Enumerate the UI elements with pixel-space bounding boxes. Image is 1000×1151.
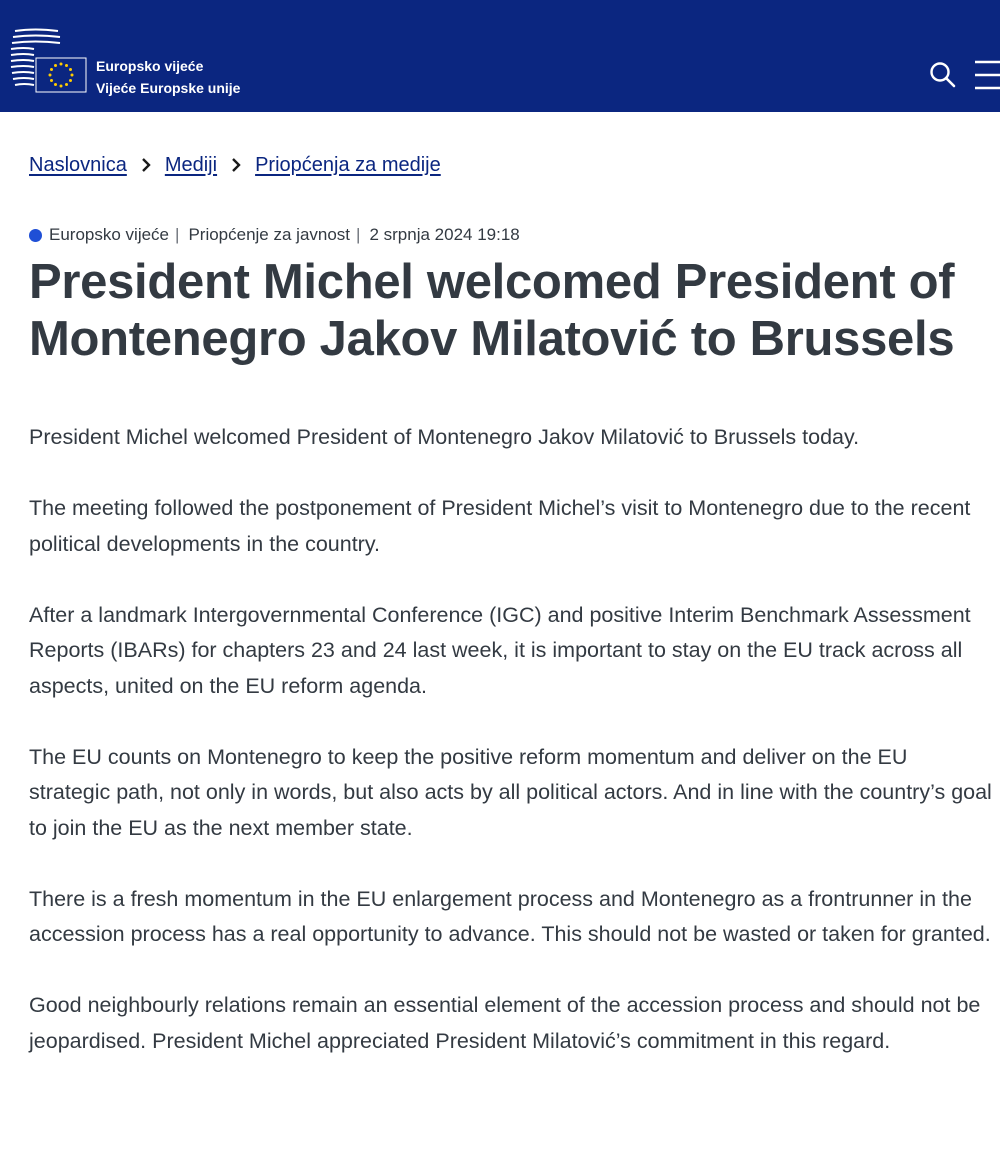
article-paragraph: The EU counts on Montenegro to keep the positive reform momentum and deliver on the EU strategic path, not only in words, but also acts by all political actors. And in line with the country’s goal to join the EU as the next member state. [29,744,992,840]
hamburger-menu-icon [972,58,1000,92]
org-name-line2: Vijeće Europske unije [96,80,241,96]
article-paragraph: There is a fresh momentum in the EU enlargement process and Montenegro as a frontrunner in the accession process has a real opportunity to advance. This should not be wasted or taken for granted. [29,886,991,946]
site-header [0,0,1000,112]
breadcrumb-link-media[interactable]: Mediji [164,153,218,176]
article-paragraph: Good neighbourly relations remain an essential element of the accession process and should not be jeopardised. President Michel appreciated President Milatović’s commitment in this regard. [29,993,981,1053]
meta-separator: | [356,225,361,244]
article-body [29,420,994,1095]
chevron-right-icon [217,155,255,175]
article-paragraph: President Michel welcomed President of Montenegro Jakov Milatović to Brussels today. [29,425,860,449]
breadcrumb-link-home[interactable]: Naslovnica [29,153,127,176]
breadcrumb [29,150,441,180]
council-logo-icon[interactable] [10,26,90,96]
chevron-right-icon [127,155,165,175]
article-paragraph: The meeting followed the postponement of President Michel’s visit to Montenegro due to the recent political developments in the country. [29,496,971,556]
org-name-line1: Europsko vijeće [96,58,204,74]
meta-institution: Europsko vijeće [49,225,170,244]
meta-type: Priopćenje za javnost [188,225,351,244]
article-meta [29,224,520,246]
search-button[interactable] [928,60,958,90]
search-icon [928,60,958,90]
meta-date: 2 srpnja 2024 19:18 [369,225,520,244]
menu-button[interactable] [972,58,1000,92]
institution-dot-icon [29,229,42,242]
article-title: President Michel welcomed President of Montenegro Jakov Milatović to Brussels [29,255,955,366]
article-paragraph: After a landmark Intergovernmental Conference (IGC) and positive Interim Benchmark Assessment Reports (IBARs) for chapters 23 and 24 last week, it is important to stay on the EU track across all aspects, united on the EU reform agenda. [29,602,971,698]
meta-separator: | [175,225,180,244]
org-name[interactable] [96,55,240,99]
breadcrumb-link-press-releases[interactable]: Priopćenja za medije [255,153,441,176]
